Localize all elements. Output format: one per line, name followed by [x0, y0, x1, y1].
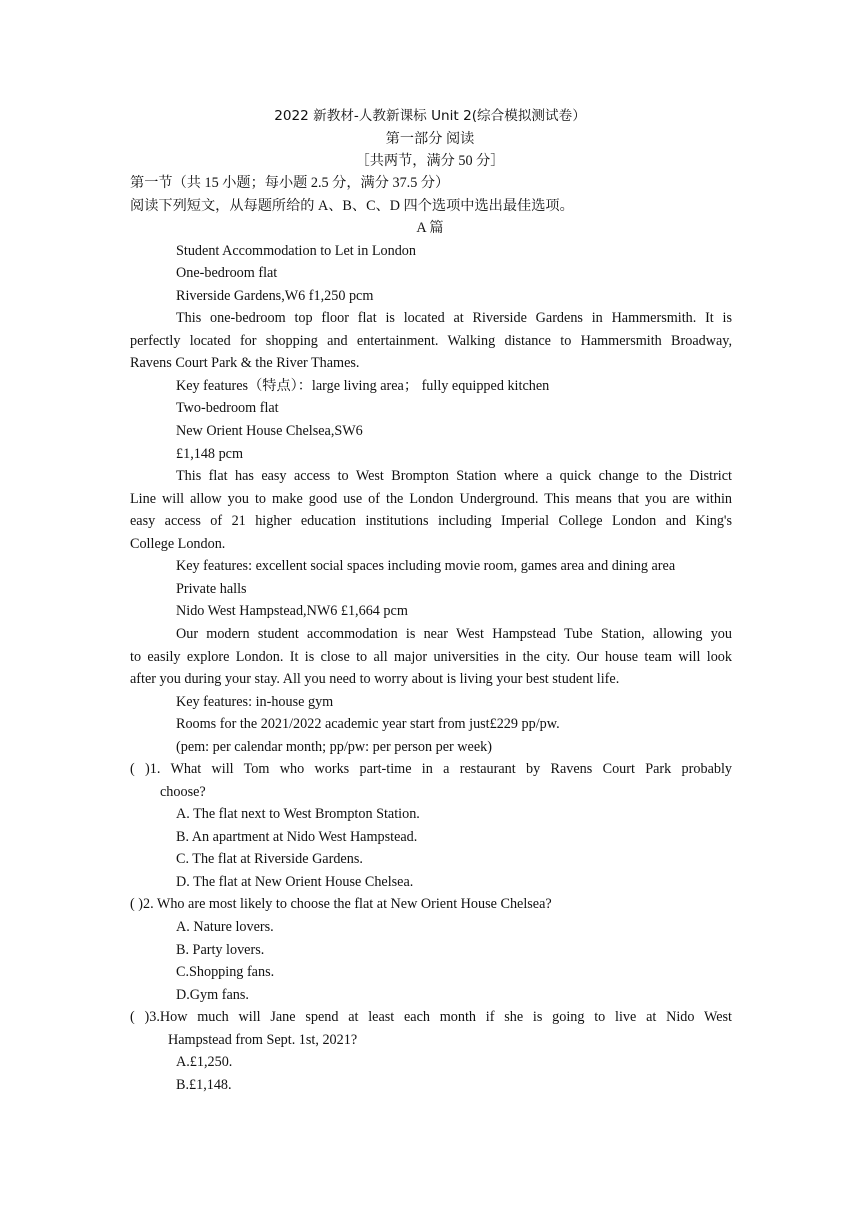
flat3-paragraph-line: after you during your stay. All you need to worry about is living your best student life.: [130, 671, 620, 687]
question-3-continued: Hampstead from Sept. 1st, 2021?: [168, 1032, 358, 1048]
flat2-price: £1,148 pcm: [176, 446, 243, 462]
flat2-paragraph-line: This flat has easy access to West Brompton Station where a quick change to the District: [176, 468, 732, 484]
flat2-paragraph-line: easy access of 21 higher education institutions including Imperial College London and King's: [130, 513, 732, 529]
flat2-type: Two-bedroom flat: [176, 400, 279, 416]
flat2-features: Key features: excellent social spaces including movie room, games area and dining area: [176, 558, 676, 574]
question-1: ( )1. What will Tom who works part-time in a restaurant by Ravens Court Park probably: [130, 761, 732, 777]
flat1-paragraph-line: perfectly located for shopping and entertainment. Walking distance to Hammersmith Broadway,: [130, 333, 732, 349]
flat1-location: Riverside Gardens,W6 f1,250 pcm: [176, 288, 374, 304]
score-note: ［共两节，满分 50 分］: [355, 153, 505, 169]
flat1-paragraph-line: Ravens Court Park & the River Thames.: [130, 355, 360, 371]
question-2-option-c: C.Shopping fans.: [176, 964, 275, 980]
flat2-location: New Orient House Chelsea,SW6: [176, 423, 363, 439]
question-3-option-b: B.£1,148.: [176, 1077, 232, 1093]
passage-heading: Student Accommodation to Let in London: [176, 243, 416, 259]
flat2-paragraph-line: Line will allow you to make good use of the London Underground. This means that you are within: [130, 491, 732, 507]
part-heading: 第一部分 阅读: [385, 131, 475, 147]
flat3-paragraph-line: to easily explore London. It is close to all major universities in the city. Our house team will look: [130, 649, 732, 665]
question-2-option-b: B. Party lovers.: [176, 942, 265, 958]
question-3-option-a: A.£1,250.: [176, 1054, 233, 1070]
question-2-option-a: A. Nature lovers.: [176, 919, 274, 935]
flat2-paragraph-line: College London.: [130, 536, 226, 552]
flat1-type: One-bedroom flat: [176, 265, 278, 281]
flat1-features: Key features（特点）：large living area； fully equipped kitchen: [176, 378, 550, 394]
section-heading: 第一节（共 15 小题；每小题 2.5 分，满分 37.5 分）: [130, 175, 450, 191]
flat3-features: Key features: in-house gym: [176, 694, 334, 710]
question-1-continued: choose?: [160, 784, 206, 800]
abbreviation-note: (pem: per calendar month; pp/pw: per person per week): [176, 739, 492, 755]
flat3-paragraph-line: Our modern student accommodation is near West Hampstead Tube Station, allowing you: [176, 626, 732, 642]
question-2: ( )2. Who are most likely to choose the flat at New Orient House Chelsea?: [130, 896, 552, 912]
rooms-note: Rooms for the 2021/2022 academic year start from just£229 pp/pw.: [176, 716, 560, 732]
question-1-option-a: A. The flat next to West Brompton Station.: [176, 806, 420, 822]
question-1-option-c: C. The flat at Riverside Gardens.: [176, 851, 363, 867]
flat1-paragraph-line: This one-bedroom top floor flat is located at Riverside Gardens in Hammersmith. It is: [176, 310, 732, 326]
question-1-option-d: D. The flat at New Orient House Chelsea.: [176, 874, 414, 890]
question-3: ( )3.How much will Jane spend at least each month if she is going to live at Nido West: [130, 1009, 732, 1025]
question-1-option-b: B. An apartment at Nido West Hampstead.: [176, 829, 418, 845]
passage-label: A 篇: [416, 220, 444, 236]
flat3-type: Private halls: [176, 581, 247, 597]
instruction-text: 阅读下列短文，从每题所给的 A、B、C、D 四个选项中选出最佳选项。: [130, 198, 574, 214]
question-2-option-d: D.Gym fans.: [176, 987, 249, 1003]
document-title: 2022 新教材-人教新课标 Unit 2(综合模拟测试卷）: [274, 108, 586, 124]
flat3-location: Nido West Hampstead,NW6 £1,664 pcm: [176, 603, 408, 619]
